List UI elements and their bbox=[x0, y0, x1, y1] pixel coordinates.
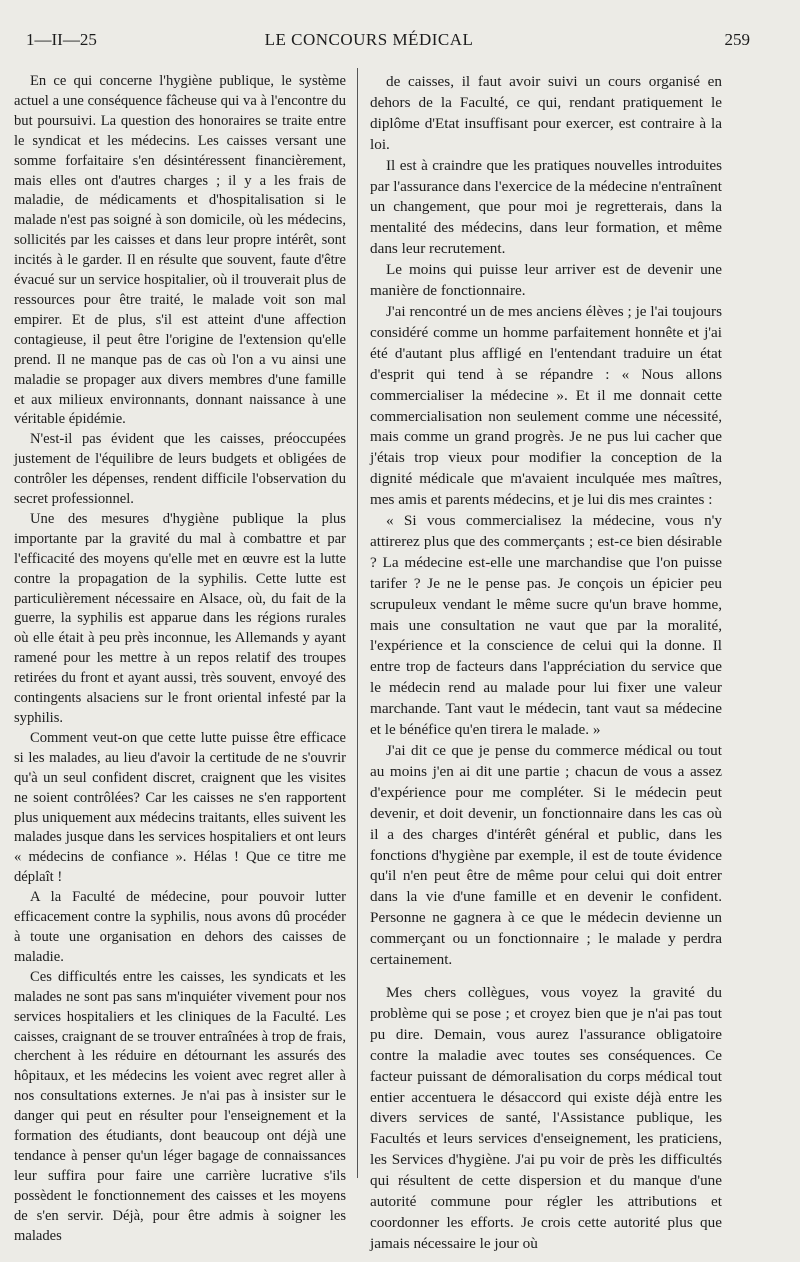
paragraph: Une des mesures d'hygiène publique la plus importante par la gravité du mal à combattre et par l'efficacité des moyens qu'elle met en œuvre est la lutte contre la propagation de la syphilis. Cette lutte est particulièrement nécessaire en Alsace, où, du fait de la guerre, la syphilis est apparue dans les régions rurales où elle était à peu près inconnue, les Allemands y ayant ramené pour les mettre à un repos relatif des troupes retirées du front et ayant aussi, très souvent, envoyé des contingents alsaciens sur le front oriental infesté par la syphilis. bbox=[14, 510, 346, 726]
paragraph: Le moins qui puisse leur arriver est de devenir une manière de fonctionnaire. bbox=[370, 261, 722, 300]
paragraph: Il est à craindre que les pratiques nouvelles introduites par l'assurance dans l'exercice de la médecine n'entraînent un changement, que pour moi je regretterais, dans la mentalité des médecins, dans leur formation, et même dans leur recrutement. bbox=[370, 156, 722, 258]
right-column bbox=[370, 72, 722, 1255]
page-header bbox=[20, 28, 750, 54]
paragraph: A la Faculté de médecine, pour pouvoir lutter efficacement contre la syphilis, nous avons dû procéder à toute une organisation en dehors des caisses de maladie. bbox=[14, 889, 346, 965]
issue-date: 1—II—25 bbox=[26, 30, 97, 49]
paragraph: En ce qui concerne l'hygiène publique, le système actuel a une conséquence fâcheuse qui va à l'encontre du but poursuivi. La question des honoraires se traite entre le syndicat et les médecins. Les caisses versant une somme forfaitaire s'en désintéressent financièrement, mais elles ont d'autres charges ; il y a les frais de maladie, de médicaments et d'hospitalisation si le malade n'est pas soigné à son domicile, où les médecins, sollicités par les caisses et dans leur propre intérêt, sont incités à le garder. Il en résulte que souvent, faute d'être évacué sur un service hospitalier, où il trouverait plus de ressources pour être traité, le malade voit son mal empirer. Et de plus, s'il est atteint d'une affection contagieuse, il peut être l'origine de l'extension qu'elle prend. Il ne manque pas de cas où l'on a vu ainsi une maladie se propager aux divers membres d'une famille et aux milieux environnants, donnant naissance à une véritable épidémie. bbox=[14, 73, 346, 428]
left-column bbox=[14, 72, 346, 1246]
paragraph: J'ai rencontré un de mes anciens élèves ; je l'ai toujours considéré comme un homme parfaitement honnête et j'ai été d'autant plus affligé en l'entendant traduire un état d'esprit qui tend à se répandre : « Nous allons commercialiser la médecine ». Et il me donnait cette commercialisation non seulement comme une nécessité, mais comme un grand progrès. Je ne pus lui cacher que j'étais trop vieux pour modifier la conception de la dignité médicale que m'avaient inculquée mes maîtres, mes amis et parents médecins, et je lui dis mes craintes : bbox=[370, 302, 722, 509]
paragraph: Comment veut-on que cette lutte puisse être efficace si les malades, au lieu d'avoir la certitude de ne s'ouvrir qu'à un seul confident discret, craignent que les visites ne soient contrôlées? Car les caisses ne s'en rapportent plus uniquement aux médecins traitants, elles suivent les malades jusque dans les services hospitaliers et ont leurs « médecins de confiance ». Hélas ! Que ce titre me déplaît ! bbox=[14, 729, 346, 886]
paragraph: de caisses, il faut avoir suivi un cours organisé en dehors de la Faculté, ce qui, rendant pratiquement le diplôme d'Etat insuffisant pour exercer, est contraire à la loi. bbox=[370, 73, 722, 153]
paragraph: Mes chers collègues, vous voyez la gravité du problème qui se pose ; et croyez bien que je n'ai pas tout pu dire. Demain, vous aurez l'assurance obligatoire contre la maladie avec toutes ses conséquences. Ce facteur puissant de démoralisation du corps médical tout entier accentuera le désaccord qui existe déjà entre les divers services de santé, l'Assistance publique, les Facultés et leurs services d'enseignement, les praticiens, les Services d'hygiène. J'ai pu voir de près les difficultés qui résultent de cette dispersion et du manque d'une autorité commune pour régler les attributions et coordonner les efforts. Je crois cette autorité plus que jamais nécessaire le jour où bbox=[370, 983, 722, 1252]
page-number: 259 bbox=[724, 30, 750, 49]
paragraph: Ces difficultés entre les caisses, les syndicats et les malades ne sont pas sans m'inquiéter vivement pour nos services hospitaliers et les cliniques de la Faculté. Les caisses, craignant de se trouver entraînées à trop de frais, cherchent à les réduire en détournant les assurés des hôpitaux, et les médecins les voient avec regret aller à nos consultations externes. Je n'ai pas à insister sur le danger qui peut en résulter pour l'enseignement et la formation des étudiants, dont beaucoup ont déjà une tendance à penser qu'un léger bagage de connaissances leur suffira pour faire une carrière lucrative s'ils possèdent le fonctionnement des caisses et les moyens de s'en servir. Déjà, pour être admis à soigner les malades bbox=[14, 968, 346, 1244]
paragraph: N'est-il pas évident que les caisses, préoccupées justement de l'équilibre de leurs budgets et obligées de contrôler les dépenses, rendent difficile l'observation du secret professionnel. bbox=[14, 431, 346, 508]
column-divider bbox=[357, 68, 358, 1178]
paragraph: « Si vous commercialisez la médecine, vous n'y attirerez plus que des commerçants ; est-ce bien désirable ? La médecine est-elle une marchandise que l'on puisse tarifer ? Je ne le pense pas. Je conçois un épicier peu scrupuleux vendant le même sucre qu'un brave homme, mais une consultation ne vaut que par la moralité, l'expérience et la conscience de celui qui la donne. Il entre trop de facteurs dans l'appréciation du service que le médecin rend au malade pour lui fixer une valeur marchande. Tant vaut le médecin, tant vaut sa médecine et le bénéfice qu'en tirera le malade. » bbox=[370, 512, 722, 739]
journal-title: LE CONCOURS MÉDICAL bbox=[264, 30, 474, 49]
paragraph: J'ai dit ce que je pense du commerce médical ou tout au moins j'en ai dit une partie ; chacun de vous a assez d'expérience pour me compléter. Si le médecin peut devenir, et doit devenir, un fonctionnaire dans les cas où il a des charges d'intérêt général et public, dans les fonctions d'hygiène par exemple, il est de toute évidence qu'il n'en peut être de même pour celui qui doit entrer dans la vie d'une famille et en devenir le confident. Personne ne gagnera à ce que le médecin devienne un commerçant ou un fonctionnaire ; le malade y perdra certainement. bbox=[370, 742, 722, 969]
